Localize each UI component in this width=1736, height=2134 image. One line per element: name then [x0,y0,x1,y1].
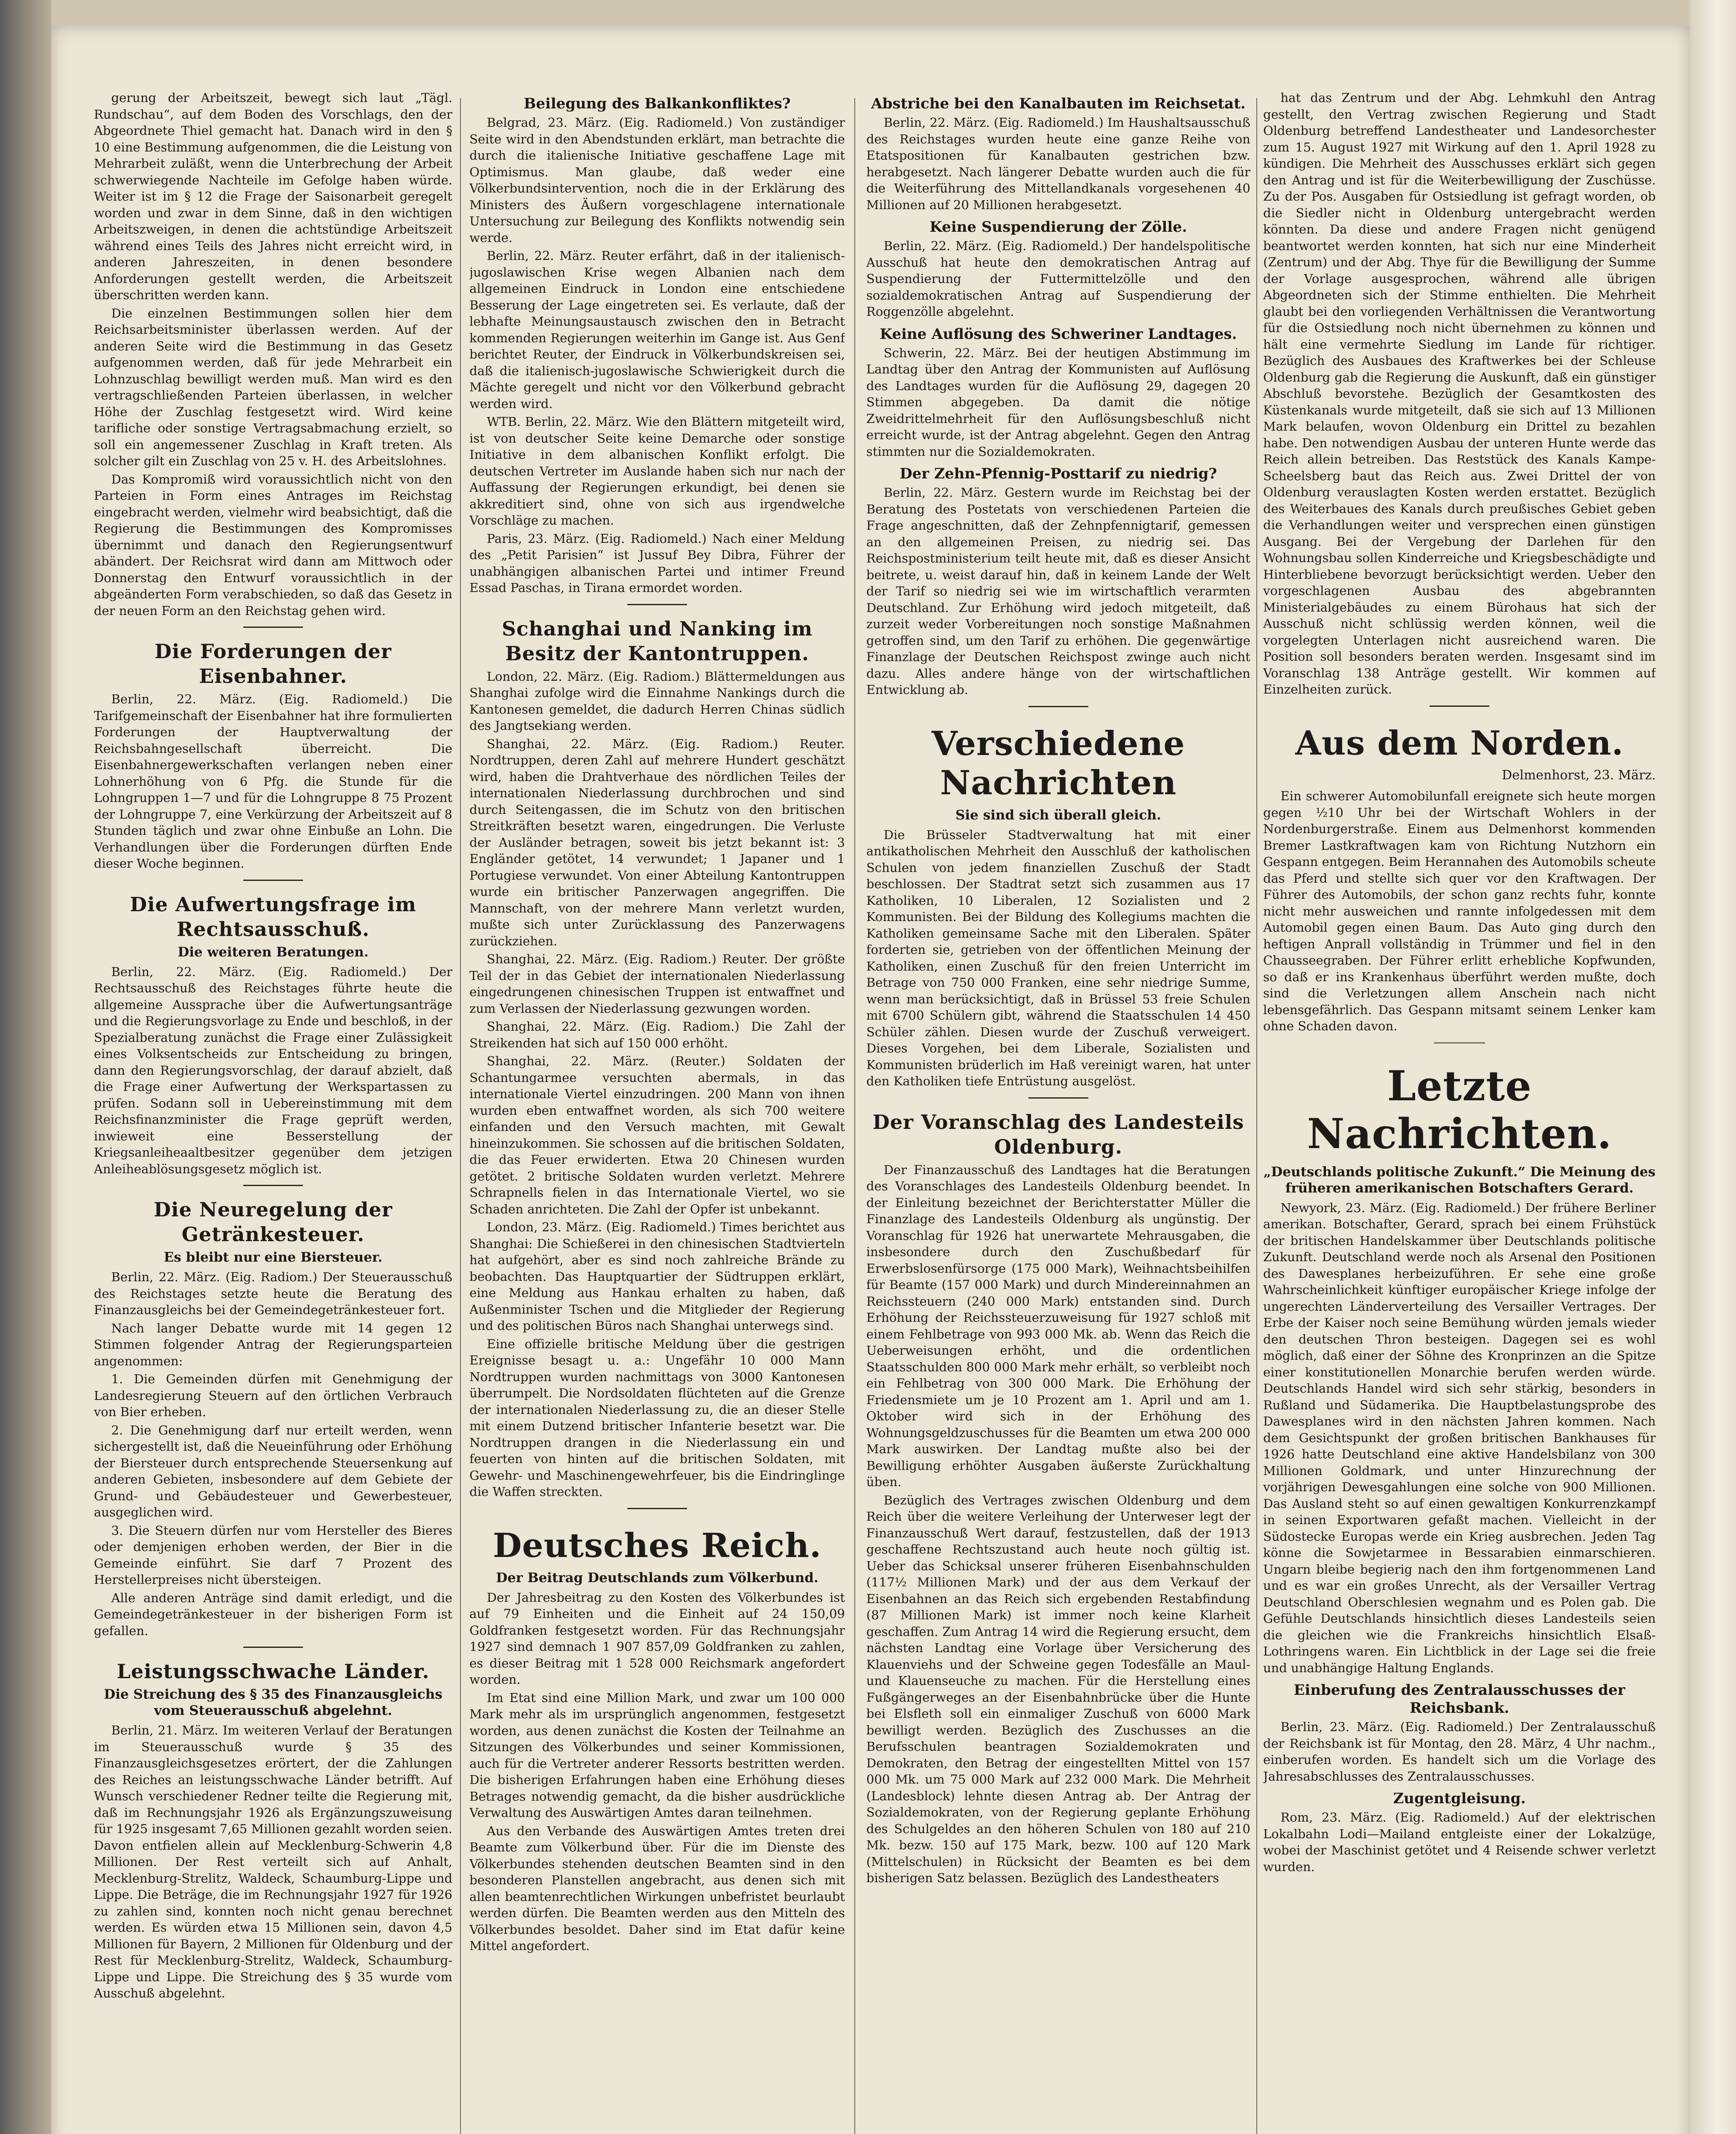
dateline: Delmenhorst, 23. März. [1502,767,1656,783]
article-text: Paris, 23. März. (Eig. Radiomeld.) Nach einer Meldung des „Petit Parisien“ ist Jussuf Bey Dibra, Führer der unabhängigen albanischen Partei und intimer Freund Essad Paschas, in Tirana ermordet worden. [469,531,845,595]
article-text: London, 23. März. (Eig. Radiomeld.) Times berichtet aus Shanghai: Die Schießerei in den chinesischen Stadtvierteln hat aufgehört, aber es sind noch zahlreiche Brände zu beobachten. Das Hauptquartier der Südtruppen erklärt, eine Meldung aus Hankau erhalten zu haben, daß Außenminister Tschen und die Mitglieder der Regierung und des politischen Büros nach Shanghai unterwegs sind. [469,1220,845,1333]
section-title-deutsches-reich: Deutsches Reich. [492,1526,822,1565]
headline-zoelle: Keine Suspendierung der Zölle. [929,219,1187,236]
subheadline: Der Beitrag Deutschlands zum Völkerbund. [496,1570,818,1586]
headline-reichsbank: Einberufung des Zentralausschusses der Reichsbank. [1293,1682,1625,1717]
article-text: Rom, 23. März. (Eig. Radiomeld.) Auf der elektrischen Lokalbahn Lodi—Mailand entgleiste einer der Lokalzüge, wobei der Maschinist getötet und 4 Reisende schwer verletzt wurden. [1263,1810,1656,1874]
subheadline: Sie sind sich überall gleich. [955,807,1162,823]
article-text: Aus den Verbande des Auswärtigen Amtes treten drei Beamte zum Völkerbund über. Für die im Dienste des Völkerbundes stehenden deutschen Beamten sind in den besonderen Planstellen angebracht, aus denen sich mit allen beamtenrechtlichen Wirkungen unbefristet beurlaubt werden dürfen. Die Beamten werden aus den Mitteln des Völkerbundes besoldet. Daher sind im Etat dafür keine Mittel angefordert. [469,1823,845,1953]
article-text: Berlin, 22. März. (Eig. Radiomeld.) Die Tarifgemeinschaft der Eisenbahner hat ihre formulierten Forderungen der Hauptverwaltung der Reichsbahngesellschaft überreicht. Die Eisenbahnergewerkschaften verlangen neben einer Lohnerhöhung von 6 Pfg. die Stunde für die Lohngruppen 1—7 und für die Lohngruppe 8 75 Prozent der Lohngruppe 7, eine Verkürzung der Arbeitszeit auf 8 Stunden täglich und zwar ohne Einbuße an Lohn. Die Verhandlungen über die Forderungen dürften Ende dieser Woche beginnen. [94,692,452,871]
headline-kanal: Abstriche bei den Kanalbauten im Reichsetat. [871,95,1246,112]
article-text: Shanghai, 22. März. (Eig. Radiom.) Reuter. Nordtruppen, deren Zahl auf mehrere Hundert geschätzt wird, haben die Drahtverhaue des nördlichen Teiles der internationalen Niederlassung durchbrochen und sind durch Seitengassen, die im Schutz von den britischen Streitkräften besetzt waren, eingedrungen. Die Verluste der Ausländer betragen, soweit bis jetzt bekannt ist: 3 Engländer getötet, 14 verwundet; 1 Japaner und 1 Portugiese verwundet. Von einer Abteilung Kantontruppen wurde ein britischer Panzerwagen angegriffen. Die Mannschaft, von der mehrere Mann verletzt wurden, mußte sich unter Zurücklassung des Panzerwagens zurückziehen. [469,736,845,948]
article-text: Nach langer Debatte wurde mit 14 gegen 12 Stimmen folgender Antrag der Regierungsparteien angenommen: [94,1321,452,1368]
article-text: Die Brüsseler Stadtverwaltung hat mit einer antikatholischen Mehrheit den Ausschluß der katholischen Schulen von jedem finanziellen Zuschuß der Stadt beschlossen. Der Stadtrat setzt sich zusammen aus 17 Katholiken, 10 Liberalen, 12 Sozialisten und 2 Kommunisten. Bei der Bildung des Kollegiums machten die Katholiken gemeinsame Sache mit den Liberalen. Später forderten sie, getrieben von der öffentlichen Meinung der Katholiken, einen Zuschuß für den freien Unterricht im Betrage von 750 000 Franken, eine sehr niedrige Summe, wenn man berücksichtigt, daß in Brüssel 53 freie Schulen mit 6700 Schülern gibt, während die Staatsschulen 14 450 Schüler zählen. Diesen wurde der Zuschuß verweigert. Dieses Vorgehen, bei dem Liberale, Sozialisten und Kommunisten brüderlich im Haß vereinigt waren, hat unter den Katholiken tiefe Entrüstung ausgelöst. [866,827,1250,1088]
headline-oldenburg: Der Voranschlag des Landesteils Oldenburg. [872,1110,1244,1158]
column-4 [1263,90,1656,2134]
article-text: 1. Die Gemeinden dürfen mit Genehmigung der Landesregierung Steuern auf den örtlichen Verbrauch von Bier erheben. [94,1372,452,1419]
article-text: Berlin, 22. März. Reuter erfährt, daß in der italienisch-jugoslawischen Krise wegen Albanien nach dem allgemeinen Eindruck in London eine entschiedene Besserung der Lage eingetreten sei. Es verlaute, daß der lebhafte Meinungsaustausch zwischen den in Betracht kommenden Regierungen weiterhin im Gange ist. Aus Genf berichtet Reuter, der Eindruck in Völkerbundskreisen sei, daß die italienisch-jugoslawische Schwierigkeit durch die Mächte geregelt und nicht vor den Völkerbund gebracht werden wird. [469,248,845,411]
article-text: Berlin, 22. März. (Eig. Radiomeld.) Der Rechtsausschuß des Reichstages führte heute die allgemeine Aussprache über die Aufwertungsanträge und die Regierungsvorlage zu Ende und beschloß, in der Spezialberatung zunächst die Frage einer Zulässigkeit eines Volksentscheids zur Entscheidung zu bringen, dann den Regierungsvorschlag, der darauf abzielt, daß die Frage einer Aufwertung der Werkspartassen zu prüfen. Sodann soll in Uebereinstimmung mit dem Reichsfinanzminister die Frage geprüft werden, inwieweit eine Besserstellung der Kriegsanleiheaaltbesitzer gegenüber dem jetzigen Anleiheablösungsgesetz möglich ist. [94,964,452,1176]
article-text: 3. Die Steuern dürfen nur vom Hersteller des Bieres oder demjenigen erhoben werden, der Bier in die Gemeinde einführt. Sie darf 7 Prozent des Herstellerpreises nicht übersteigen. [94,1523,452,1587]
headline-eisenbahner: Die Forderungen der Eisenbahner. [154,640,392,688]
article-text: Die einzelnen Bestimmungen sollen hier dem Reichsarbeitsminister überlassen werden. Auf der anderen Seite wird die Bestimmung in das Gesetz aufgenommen werden, daß für jede Mehrarbeit ein Lohnzuschlag bewilligt werden muß. Man wird es den vertragschließenden Parteien überlassen, in welcher Höhe der Zuschlag festgesetzt wird. Wird keine tarifliche oder sonstige Vertragsabmachung erzielt, so soll ein angemessener Zuschlag in Kraft treten. Als solcher gilt ein Zuschlag von 25 v. H. des Arbeitslohnes. [94,306,452,468]
section-title-verschiedene: Verschiedene Nachrichten [932,724,1185,802]
separator [627,604,687,605]
article-text: Der Jahresbeitrag zu den Kosten des Völkerbundes ist auf 79 Einheiten und die Einheit auf 24 150,09 Goldfranken festgesetzt worden. Für das Rechnungsjahr 1927 sind demnach 1 907 857,09 Goldfranken zu zahlen, es dieser Beitrag mit 1 528 000 Reichsmark angefordert worden. [469,1590,845,1687]
separator [627,1508,687,1509]
article-text: Shanghai, 22. März. (Eig. Radiom.) Die Zahl der Streikenden hat sich auf 150 000 erhöht. [469,1019,845,1050]
headline-getraenke: Die Neuregelung der Getränkesteuer. [154,1198,393,1246]
column-2 [469,90,845,2134]
headline-posttarif: Der Zehn-Pfennig-Posttarif zu niedrig? [900,465,1217,482]
column-rule [854,98,855,2134]
article-text: Bezüglich des Vertrages zwischen Oldenburg und dem Reich über die weitere Verleihung der Unterweser legt der Finanzausschuß Wert darauf, festzustellen, daß der 1913 geschaffene Rechtszustand auch heute noch gültig ist. Ueber das Schicksal unserer früheren Eisenbahnschulden (117½ Millionen Mark) und der aus dem Verkauf der Eisenbahnen an das Reich sich ergebenden Restabfindung (87 Millionen Mark) ist immer noch keine Klarheit geschaffen. Zum Antrag 14 wird die Regierung ersucht, dem nächsten Landtag eine Vorlage über Versicherung des Klauenviehs und der Schweine gegen Todesfälle an Maul- und Klauenseuche zu machen. Für die Herstellung eines Fußgängerweges an der Eisenbahnbrücke über die Hunte bei Elsfleth soll ein einmaliger Zuschuß von 6000 Mark bewilligt werden. Bezüglich des Zuschusses an die Berufsschulen beantragen Sozialdemokraten und Demokraten, den Betrag der eingestellten Mittel von 157 000 Mk. um 75 000 Mark auf 232 000 Mark. Die Mehrheit (Landesblock) lehnte diesen Antrag ab. Der Antrag der Sozialdemokraten, von der Regierung geplante Erhöhung des Schulgeldes an den höheren Schulen von 180 auf 210 Mk. bezw. 150 auf 175 Mark, bezw. 100 auf 120 Mark (Mittelschulen) in Rücksicht der Beamten es bei dem bisherigen Satz belassen. Bezüglich des Landestheaters [866,1493,1250,1885]
article-text: London, 22. März. (Eig. Radiom.) Blättermeldungen aus Shanghai zufolge wird die Einnahme Nankings durch die Kantonesen gemeldet, die dadurch Herren Chinas südlich des Jangtsekiang werden. [469,669,845,733]
article-text: Newyork, 23. März. (Eig. Radiomeld.) Der frühere Berliner amerikan. Botschafter, Gerard, sprach bei einem Frühstück der britischen Handelskammer über Deutschlands politische Zukunft. Deutschland werde noch als Arsenal den Positionen des Dawesplanes herbeizuführen. Er sehe eine große Wahrscheinlichkeit künftiger europäischer Kriege infolge der ungerechten Länderverteilung des Versailler Vertrages. Der Erbe der Kaiser noch seine Bemühung würden jemals wieder den deutschen Thron besteigen. Dagegen sei es wohl möglich, daß einer der Söhne des Kronprinzen an die Spitze einer konstitutionellen Monarchie berufen werden würde. Deutschlands Handel wird sich sehr stärkig, besonders in Rußland und Südamerika. Die Hauptbelastungsprobe des Dawesplanes wird in den nächsten Jahren kommen. Nach dem Gesichtspunkt der großen britischen Bankhauses für 1926 hatte Deutschland eine aktive Handelsbilanz von 300 Millionen Goldmark, und unter Hinzurechnung der vorjährigen Dewesgahlungen eine solche von 900 Millionen. Das Ausland steht so auf einen gewaltigen Konkurrenzkampf in seinen Exportwaren gefaßt machen. Vielleicht in der Südostecke Europas werde ein Krieg ausbrechen. Jeden Tag könne die Sowjetarmee in Bessarabien einmarschieren. Ungarn bleibe begierig nach den ihm fortgenommenen Land und es war ein großes Unrecht, als der Versailler Vertrag Deutschland Oberschlesien wegnahm und es Polen gab. Die Gefühle Deutschlands hinsichtlich dieses Landesteils seien die gleichen wie die Frankreichs hinsichtlich Elsaß-Lothringens waren. Ein Lichtblick in der Lage sei die freie und unabhängige Haltung Englands. [1263,1200,1656,1675]
separator [1028,706,1088,707]
article-text: Berlin, 21. März. Im weiteren Verlauf der Beratungen im Steuerausschuß wurde § 35 des Finanzausgleichsgesetzes erörtert, der die Zahlungen des Reiches an leistungsschwache Länder betrifft. Auf Wunsch verschiedener Redner teilte die Regierung mit, daß im Rechnungsjahr 1926 als Ergänzungszuweisung für 1925 insgesamt 7,65 Millionen gezahlt worden seien. Davon entfielen allein auf Mecklenburg-Schwerin 4,8 Millionen. Der Rest verteilt sich auf Anhalt, Mecklenburg-Strelitz, Waldeck, Schaumburg-Lippe und Lippe. Die Beträge, die im Rechnungsjahr 1927 für 1926 zu zahlen sind, konnten noch nicht genau berechnet werden. Es würden etwa 15 Millionen sein, davon 4,5 Millionen für Bayern, 2 Millionen für Oldenburg und der Rest für Mecklenburg-Strelitz, Waldeck, Schaumburg-Lippe und Lippe. Die Streichung des § 35 wurde vom Ausschuß abgelehnt. [94,1723,452,2000]
headline-aufwertung: Die Aufwertungsfrage im Rechtsausschuß. [130,892,417,941]
article-text: Eine offizielle britische Meldung über die gestrigen Ereignisse besagt u. a.: Ungefähr 10 000 Mann Nordtruppen wurden nachmittags von 3000 Kantonesen überrumpelt. Die Nordsoldaten flüchteten auf die Grenze der internationalen Niederlassung zu, die an dieser Stelle mit einem Dutzend britischer Infanterie besetzt war. Die Nordtruppen drangen in die Niederlassung ein und feuerten von hinten auf die britischen Soldaten, mit Gewehr- und Maschinengewehrfeuer, bis die Eindringlinge die Waffen streckten. [469,1336,845,1499]
article-text: 2. Die Genehmigung darf nur erteilt werden, wenn sichergestellt ist, daß die Neueinführung oder Erhöhung der Biersteuer durch entsprechende Steuersenkung auf anderen Gebieten, insbesondere auf dem Gebiete der Grund- und Gebäudesteuer und Gewerbesteuer, ausgeglichen wird. [94,1423,452,1519]
article-text: Shanghai, 22. März. (Reuter.) Soldaten der Schantungarmee versuchten abermals, in das internationale Viertel einzudringen. 200 Mann von ihnen wurden eben entwaffnet worden, als sich 700 weitere einfanden und den Versuch machten, mit Gewalt hineinzukommen. Sie schossen auf die britischen Soldaten, die das Feuer erwiderten. Etwa 20 Chinesen wurden getötet. 2 britische Soldaten wurden verletzt. Mehrere Schrapnells fielen in das Internationale Viertel, wo sie Schaden anrichteten. Die Zahl der Opfer ist unbekannt. [469,1054,845,1216]
headline-balkan: Beilegung des Balkankonfliktes? [524,95,791,112]
separator [243,627,303,628]
page-edge [1690,0,1736,2134]
article-text: Ein schwerer Automobilunfall ereignete sich heute morgen gegen ½10 Uhr bei der Wirtschaft Wohlers in der Nordenburgerstraße. Einem aus Delmenhorst kommenden Bremer Lastkraftwagen kam von Richtung Nutzhorn ein Gespann entgegen. Beim Herannahen des Automobils scheute das Pferd und stellte sich quer vor den Kraftwagen. Der Führer des Automobils, der schon ganz rechts fuhr, konnte nicht mehr ausweichen und rannte infolgedessen mit dem Automobil gegen einen Baum. Das Auto ging durch den heftigen Anprall vollständig in Trümmer und fiel in den Chausseegraben. Der Führer erlitt erhebliche Kopfwunden, so daß er ins Krankenhaus überführt werden mußte, doch sind die Verletzungen allem Anschein nach nicht lebensgefährlich. Das Gespann mitsamt seinem Lenker kam ohne Schaden davon. [1263,789,1656,1033]
headline-zugentgleisung: Zugentgleisung. [1393,1790,1526,1807]
separator [1434,1042,1485,1045]
book-spine [0,0,51,2134]
subheadline: Die weiteren Beratungen. [178,944,369,960]
subheadline: Die Streichung des § 35 des Finanzausgleichs vom Steuerausschuß abgelehnt. [104,1687,443,1718]
headline-landtag: Keine Auflösung des Schweriner Landtages. [880,325,1237,343]
article-text: Belgrad, 23. März. (Eig. Radiomeld.) Von zuständiger Seite wird in den Abendstunden erklärt, man betrachte die durch die italienische Initiative geschaffene Lage mit Optimismus. Man glaube, daß weder eine Völkerbundsintervention, noch die in der Erklärung des Ministers des Äußern vorgeschlagene internationale Untersuchung zur Beilegung des Konflikts notwendig sein werde. [469,115,845,245]
article-text: Der Finanzausschuß des Landtages hat die Beratungen des Voranschlages des Landesteils Oldenburg beendet. In der Einleitung bezeichnet der Berichterstatter Müller die Finanzlage des Landesteils Oldenburg als ungünstig. Der Voranschlag für 1926 hat unerwartete Mehrausgaben, die insbesondere durch den Zuschußbedarf für Erwerbslosenfürsorge (175 000 Mark), Weihnachtsbeihilfen für Beamte (157 000 Mark) und durch Mindereinnahmen an Reichssteuern (240 000 Mark) entstanden sind. Durch Erhöhung der Reichssteuerzuweisung für 1927 schloß mit einem Fehlbetrage von 993 000 Mk. ab. Wenn das Reich die Ueberweisungen erhöht, und die ordentlichen Staatsschulden 800 000 Mark mehr erhält, so verbleibt noch ein Fehlbetrag von 300 000 Mark. Die Erhöhung der Friedensmiete um je 10 Prozent am 1. April und am 1. Oktober wird sich in der Erhöhung des Wohnungsgeldzuschusses für die Beamten um etwa 200 000 Mark auswirken. Der Landtag mußte also bei der Bewilligung erhöhter Ausgaben äußerste Zurückhaltung üben. [866,1162,1250,1489]
separator [243,880,303,881]
column-1 [94,90,452,2134]
separator [243,1185,303,1186]
article-text: hat das Zentrum und der Abg. Lehmkuhl den Antrag gestellt, den Vertrag zwischen Regierung und Stadt Oldenburg betreffend Landestheater und Landesorchester zum 15. August 1927 mit Wirkung auf den 1. April 1928 zu kündigen. Die Mehrheit des Ausschusses erklärt sich gegen den Antrag und ist für die Weiterbewilligung der Zuschüsse. Zu der Pos. Ausgaben für Ostsiedlung ist gefragt worden, ob die Siedler nicht in Oldenburg untergebracht werden könnten. Da diese und andere Fragen nicht genügend beantwortet werden konnten, hat sich nur eine Minderheit (Zentrum) und der Abg. Thye für die Bewilligung der Summe der Vorlage ausgesprochen, während alle übrigen Abgeordneten sich der Stimme enthielten. Die Mehrheit glaubt bei den vorliegenden Verhältnissen die Verantwortung für die Ostsiedlung noch nicht übernehmen zu können und hält eine vermehrte Siedlung im Lande für richtiger. Bezüglich des Ausbaues des Kraftwerkes bei der Schleuse Oldenburg gab die Regierung die Auskunft, daß ein günstiger Abschluß bevorstehe. Bezüglich der Gesamtkosten des Küstenkanals wurde mitgeteilt, daß sie sich auf 13 Millionen Mark belaufen, wovon Oldenburg ein Drittel zu bezahlen habe. Den notwendigen Ausbau der unteren Hunte werde das Reich allein betreiben. Das Reststück des Kanals Kampe-Scheelsberg baut das Reich aus. Zwei Drittel der von Oldenburg verauslagten Kosten werden erstattet. Bezüglich des Weiterbaues des Kanals durch preußisches Gebiet geben die Verhandlungen weiter und versprechen einen günstigen Ausgang. Bei der Vergebung der Darlehen für den Wohnungsbau sollen Kinderreiche und Kriegsbeschädigte und Hinterbliebene bevorzugt berücksichtigt werden. Ueber den vorgeschlagenen Ausbau des abgebrannten Ministerialgebäudes zu einem Bürohaus hat sich der Ausschuß nicht schlüssig werden können, weil die vorgelegten Unterlagen nicht ausreichend waren. Die Position soll besonders beraten werden. Insgesamt sind im Voranschlag 138 Anträge gestellt. Wir kommen auf Einzelheiten zurück. [1263,90,1656,697]
article-text: Berlin, 23. März. (Eig. Radiomeld.) Der Zentralausschuß der Reichsbank ist für Montag, den 28. März, 4 Uhr nachm., einberufen worden. Es handelt sich um die Vorlage des Jahresabschlusses des Zentralausschusses. [1263,1720,1656,1784]
article-text: Berlin, 22. März. (Eig. Radiom.) Der Steuerausschuß des Reichstages setzte heute die Beratung des Finanzausgleichs bei der Gemeindegetränkesteuer fort. [94,1270,452,1317]
separator [1430,706,1489,707]
section-title-aus-dem-norden: Aus dem Norden. [1295,723,1624,763]
column-rule [1256,98,1257,2134]
article-text: Berlin, 22. März. (Eig. Radiomeld.) Im Haushaltsausschuß des Reichstages wurden heute eine ganze Reihe von Etatspositionen für Kanalbauten gestrichen bzw. herabgesetzt. Nach längerer Debatte wurden auch die für die Weiterführung des Mittellandkanals vorgesehenen 40 Millionen auf 20 Millionen herabgesetzt. [866,115,1250,212]
column-3 [866,90,1250,2134]
article-text: Schwerin, 22. März. Bei der heutigen Abstimmung im Landtag über den Antrag der Kommunisten auf Auflösung des Landtages wurden für die Auflösung 29, dagegen 20 Stimmen abgegeben. Da damit die nötige Zweidrittelmehrheit für den Auflösungsbeschluß nicht erreicht wurde, ist der Antrag abgelehnt. Gegen den Antrag stimmten nur die Sozialdemokraten. [866,345,1250,459]
article-text: Das Kompromiß wird voraussichtlich nicht von den Parteien in Form eines Antrages im Reichstag eingebracht werden, vielmehr wird beabsichtigt, daß die Regierung die Bestimmungen des Kompromisses übernimmt und danach den Regierungsentwurf abändert. Der Reichsrat wird dann am Mittwoch oder Donnerstag den Entwurf voraussichtlich in der abgeänderten Form verabschieden, so daß das Gesetz in der neuen Form an den Reichstag gehen wird. [94,472,452,618]
article-text: gerung der Arbeitszeit, bewegt sich laut „Tägl. Rundschau“, auf dem Boden des Vorschlags, den der Abgeordnete Thiel gemacht hat. Danach wird in den § 10 eine Bestimmung aufgenommen, die die Leistung von Mehrarbeit zuläßt, wenn die Unterbrechung der Arbeit schwerwiegende Nachteile im Gefolge haben würde. Weiter ist im § 12 die Frage der Saisonarbeit geregelt worden und zwar in dem Sinne, daß in den wichtigen Arbeitszweigen, in denen die achtstündige Arbeitszeit während eines Teils des Jahres nicht erreicht wird, in anderen Jahreszeiten, in denen besondere Anforderungen gestellt werden, die Arbeitszeit überschritten werden kann. [94,90,452,302]
article-text: Berlin, 22. März. Gestern wurde im Reichstag bei der Beratung des Postetats von verschiedenen Parteien die Frage angeschnitten, daß der Zehnpfennigtarif, gemessen an den allgemeinen Preisen, zu niedrig sei. Das Reichspostministerium teilt heute mit, daß es dieser Ansicht beitrete, u. weist darauf hin, daß in keinem Lande der Welt der Tarif so niedrig sei wie im wirtschaftlich verarmten Deutschland. Zur Erhöhung wird jedoch mitgeteilt, daß zurzeit weder Vorbereitungen noch sonstige Maßnahmen getroffen sind, um den Tarif zu erhöhen. Die gegenwärtige Finanzlage der Deutschen Reichspost zwinge auch nicht dazu. Alles andere hänge von der wirtschaftlichen Entwicklung ab. [866,485,1250,697]
separator [243,1647,303,1648]
article-text: Im Etat sind eine Million Mark, und zwar um 100 000 Mark mehr als im ursprünglich angenommen, festgesetzt worden, aus denen zunächst die Kosten der Teilnahme an Sitzungen des Völkerbundes und seiner Kommissionen, auch für die Vertreter anderer Ressorts bestritten werden. Die bisherigen Erfahrungen haben eine Erhöhung dieses Betrages notwendig gemacht, da die bisher ausdrückliche Verwaltung des Auswärtigen Amtes daran teilnehmen. [469,1690,845,1820]
article-text: Shanghai, 22. März. (Eig. Radiom.) Reuter. Der größte Teil der in das Gebiet der internationalen Niederlassung eingedrungenen chinesischen Truppen ist entwaffnet und zum Verlassen der Niederlassung gezwungen worden. [469,952,845,1016]
subheadline: Es bleibt nur eine Biersteuer. [163,1250,383,1265]
separator [1028,1097,1088,1099]
article-text: Alle anderen Anträge sind damit erledigt, und die Gemeindegetränkesteuer in der bisherigen Form ist gefallen. [94,1590,452,1638]
section-title-letzte-nachrichten: Letzte Nachrichten. [1307,1061,1612,1158]
headline-shanghai: Schanghai und Nanking im Besitz der Kantontruppen. [501,617,813,665]
headline-laender: Leistungsschwache Länder. [117,1660,430,1683]
article-text: Berlin, 22. März. (Eig. Radiomeld.) Der handelspolitische Ausschuß hat heute den demokratischen Antrag auf Suspendierung der Futtermittelzölle und den sozialdemokratischen Antrag auf Suspendierung der Roggenzölle abgelehnt. [866,239,1250,319]
subheadline: „Deutschlands politische Zukunft.“ Die Meinung des früheren amerikanischen Botschafters Gerard. [1263,1164,1656,1196]
column-rule [460,98,461,2134]
article-text: WTB. Berlin, 22. März. Wie den Blättern mitgeteilt wird, ist von deutscher Seite keine Demarche oder sonstige Initiative in dem albanischen Konflikt erfolgt. Die deutschen Vertreter im Auslande haben sich nur nach der Auffassung der Regierungen erkundigt, bei denen sie akkreditiert sind, ohne von sich aus irgendwelche Vorschläge zu machen. [469,414,845,528]
